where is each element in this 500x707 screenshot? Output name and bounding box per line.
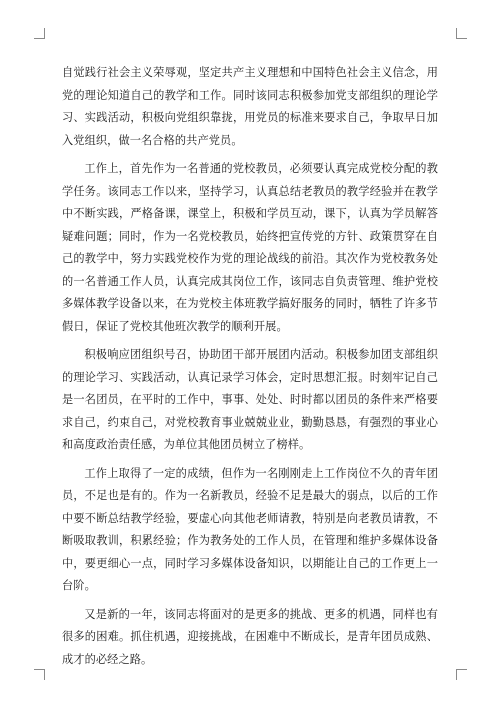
crop-mark-top-right bbox=[456, 28, 467, 39]
paragraph-3: 积极响应团组织号召，协助团干部开展团内活动。积极参加团支部组织的理论学习、实践活动，认真记录学习体会，定时思想汇报。时刻牢记自己是一名团员，在平时的工作中，事事、处处、时时都以团员的条件来严格要求自己，约束自己，对党校教育事业兢兢业业，勤勤恳恳，有强烈的事业心和高度政治责任感，为单位其他团员树立了榜样。 bbox=[62, 348, 438, 451]
document-body bbox=[62, 62, 438, 677]
paragraph-4: 工作上取得了一定的成绩，但作为一名刚刚走上工作岗位不久的青年团员，不足也是有的。作为一名新教员，经验不足是最大的弱点，以后的工作中要不断总结教学经验，要虚心向其他老师请教，特别是向老教员请教，不断吸取教训，积累经验；作为教务处的工作人员，在管理和维护多媒体设备中，要更细心一点，同时学习多媒体设备知识，以期能让自己的工作更上一台阶。 bbox=[62, 466, 438, 592]
crop-mark-bottom-right bbox=[456, 669, 467, 680]
paragraph-1: 自觉践行社会主义荣辱观，坚定共产主义理想和中国特色社会主义信念，用党的理论知道自己的教学和工作。同时该同志积极参加党支部组织的理论学习、实践活动，积极向党组织靠拢，用党员的标准来要求自己，争取早日加入党组织，做一名合格的共产党员。 bbox=[62, 66, 438, 147]
paragraph-5: 又是新的一年，该同志将面对的是更多的挑战、更多的机遇，同样也有很多的困难。抓住机遇，迎接挑战，在困难中不断成长，是青年团员成熟、成才的必经之路。 bbox=[62, 607, 438, 666]
crop-mark-top-left bbox=[34, 28, 45, 39]
paragraph-2: 工作上，首先作为一名普通的党校教员，必须要认真完成党校分配的教学任务。该同志工作以来，坚持学习，认真总结老教员的教学经验并在教学中不断实践，严格备课，课堂上，积极和学员互动，课下，认真为学员解答疑难问题；同时，作为一名党校教员，始终把宣传党的方针、政策贯穿在自己的教学中，努力实践党校作为党的理论战线的前沿。其次作为党校教务处的一名普通工作人员，认真完成其岗位工作，该同志自负责管理、维护党校多媒体教学设备以来，在为党校主体班教学搞好服务的同时，牺牲了许多节假日，保证了党校其他班次教学的顺利开展。 bbox=[62, 162, 438, 333]
crop-mark-bottom-left bbox=[34, 669, 45, 680]
